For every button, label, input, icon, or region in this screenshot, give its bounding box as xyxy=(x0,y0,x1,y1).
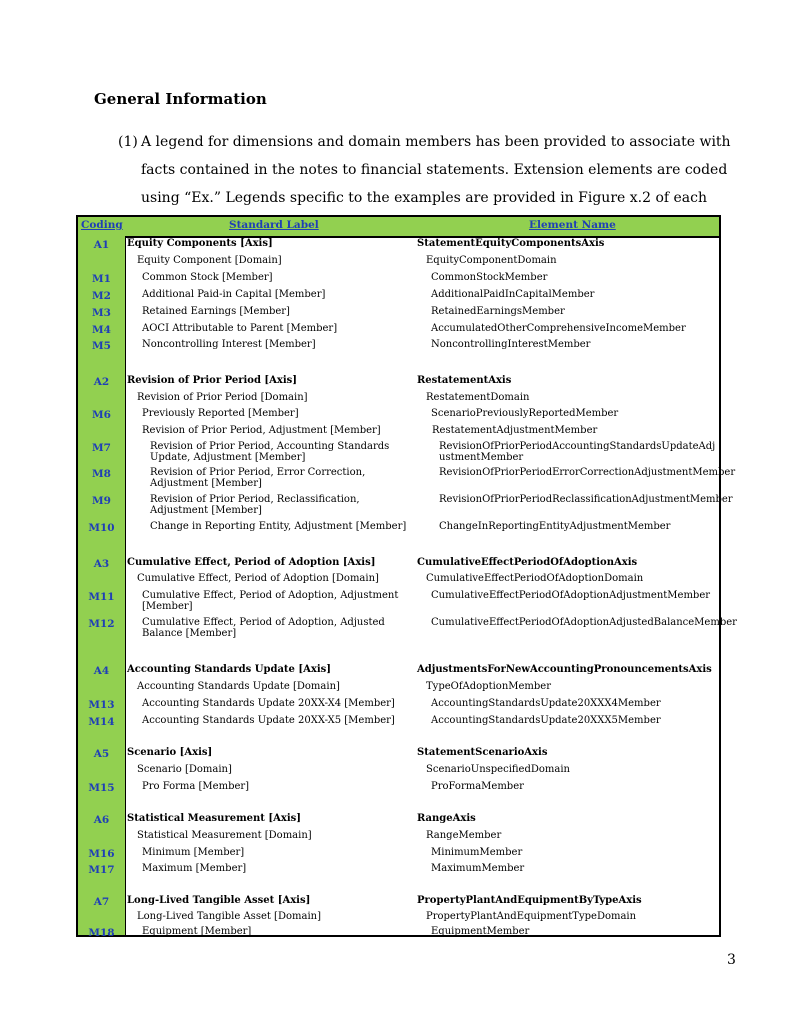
row-code: M13 xyxy=(88,699,115,711)
row-code: M6 xyxy=(92,409,111,421)
row-code: A1 xyxy=(93,239,110,251)
row-element-name: CommonStockMember xyxy=(431,272,548,283)
row-standard-label: Pro Forma [Member] xyxy=(142,781,250,792)
row-element-name: CumulativeEffectPeriodOfAdoptionAdjustedBalanceMember xyxy=(431,617,737,628)
row-standard-label: Scenario [Domain] xyxy=(137,764,232,775)
page-number: 3 xyxy=(727,952,736,968)
row-standard-label: Revision of Prior Period [Axis] xyxy=(127,375,298,386)
row-standard-label: Revision of Prior Period, Error Correction, Adjustment [Member] xyxy=(150,467,366,489)
row-standard-label: Maximum [Member] xyxy=(142,863,247,874)
row-element-name: StatementEquityComponentsAxis xyxy=(417,238,605,249)
row-standard-label: Statistical Measurement [Domain] xyxy=(137,830,312,841)
row-standard-label: Minimum [Member] xyxy=(142,847,245,858)
row-element-name: StatementScenarioAxis xyxy=(417,747,548,758)
row-code: A6 xyxy=(93,814,110,826)
row-element-name: RevisionOfPriorPeriodErrorCorrectionAdjustmentMember xyxy=(439,467,736,478)
row-element-name: PropertyPlantAndEquipmentTypeDomain xyxy=(426,911,637,922)
row-element-name: EquityComponentDomain xyxy=(426,255,557,266)
row-standard-label: Additional Paid-in Capital [Member] xyxy=(142,289,326,300)
row-standard-label: Retained Earnings [Member] xyxy=(142,306,290,317)
row-element-name: AccountingStandardsUpdate20XXX4Member xyxy=(431,698,661,709)
row-code: M10 xyxy=(88,522,115,534)
row-element-name: RangeMember xyxy=(426,830,502,841)
note-text: A legend for dimensions and domain members has been provided to associate with facts contained in the notes to financial statements. Extension elements are coded using “Ex.” Legends specific to the examples are provided in Figure x.2 of each xyxy=(141,134,731,206)
row-standard-label: Accounting Standards Update 20XX-X5 [Member] xyxy=(142,715,395,726)
row-code: M1 xyxy=(92,273,111,285)
row-code: M11 xyxy=(88,591,115,603)
row-element-name: RestatementAdjustmentMember xyxy=(432,425,598,436)
row-standard-label: Accounting Standards Update 20XX-X4 [Member] xyxy=(142,698,395,709)
row-element-name: RangeAxis xyxy=(417,813,476,824)
row-code: M17 xyxy=(88,864,115,876)
row-standard-label: Cumulative Effect, Period of Adoption [Domain] xyxy=(137,573,379,584)
section-heading: General Information xyxy=(94,90,267,108)
row-element-name: RevisionOfPriorPeriodAccountingStandardsUpdateAdjustmentMember xyxy=(439,441,716,463)
row-standard-label: Cumulative Effect, Period of Adoption, Adjusted Balance [Member] xyxy=(142,617,385,639)
row-code: A4 xyxy=(93,665,110,677)
row-code: M9 xyxy=(92,495,111,507)
row-element-name: CumulativeEffectPeriodOfAdoptionAdjustmentMember xyxy=(431,590,711,601)
row-element-name: TypeOfAdoptionMember xyxy=(426,681,551,692)
row-element-name: CumulativeEffectPeriodOfAdoptionAxis xyxy=(417,557,638,568)
row-standard-label: Previously Reported [Member] xyxy=(142,408,299,419)
row-standard-label: Common Stock [Member] xyxy=(142,272,273,283)
note-number: (1) xyxy=(118,134,138,150)
row-standard-label: Revision of Prior Period, Adjustment [Member] xyxy=(142,425,381,436)
row-element-name: MaximumMember xyxy=(431,863,525,874)
row-standard-label: AOCI Attributable to Parent [Member] xyxy=(142,323,338,334)
row-code: M8 xyxy=(92,468,111,480)
coding-header: Coding xyxy=(81,219,123,231)
row-element-name: ScenarioUnspecifiedDomain xyxy=(426,764,570,775)
row-standard-label: Revision of Prior Period, Accounting Standards Update, Adjustment [Member] xyxy=(150,441,390,463)
row-element-name: ChangeInReportingEntityAdjustmentMember xyxy=(439,521,671,532)
row-standard-label: Equipment [Member] xyxy=(142,926,252,937)
row-code: A3 xyxy=(93,558,110,570)
row-code: M15 xyxy=(88,782,115,794)
row-element-name: AccumulatedOtherComprehensiveIncomeMember xyxy=(431,323,686,334)
row-standard-label: Noncontrolling Interest [Member] xyxy=(142,339,316,350)
row-element-name: RestatementDomain xyxy=(426,392,530,403)
row-element-name: PropertyPlantAndEquipmentByTypeAxis xyxy=(417,895,642,906)
row-code: M18 xyxy=(88,927,115,939)
row-code: M5 xyxy=(92,340,111,352)
row-code: M4 xyxy=(92,324,111,336)
row-element-name: RetainedEarningsMember xyxy=(431,306,565,317)
row-standard-label: Equity Component [Domain] xyxy=(137,255,282,266)
row-element-name: RevisionOfPriorPeriodReclassificationAdjustmentMember xyxy=(439,494,733,505)
row-standard-label: Scenario [Axis] xyxy=(127,747,213,758)
legend-table xyxy=(76,215,737,939)
row-code: M2 xyxy=(92,290,111,302)
row-standard-label: Cumulative Effect, Period of Adoption, Adjustment [Member] xyxy=(142,590,399,612)
row-code: M7 xyxy=(92,442,111,454)
row-standard-label: Change in Reporting Entity, Adjustment [Member] xyxy=(150,521,407,532)
row-code: A2 xyxy=(93,376,110,388)
row-code: M12 xyxy=(88,618,115,630)
row-standard-label: Revision of Prior Period, Reclassification, Adjustment [Member] xyxy=(150,494,360,516)
row-element-name: AdditionalPaidInCapitalMember xyxy=(431,289,595,300)
row-standard-label: Cumulative Effect, Period of Adoption [Axis] xyxy=(127,557,376,568)
row-code: A7 xyxy=(93,896,110,908)
element-name-header: Element Name xyxy=(529,219,616,231)
row-element-name: AdjustmentsForNewAccountingPronouncementsAxis xyxy=(417,664,712,675)
row-element-name: MinimumMember xyxy=(431,847,523,858)
row-standard-label: Accounting Standards Update [Axis] xyxy=(127,664,332,675)
row-code: A5 xyxy=(93,748,110,760)
row-code: M3 xyxy=(92,307,111,319)
row-element-name: EquipmentMember xyxy=(431,926,530,937)
row-element-name: NoncontrollingInterestMember xyxy=(431,339,591,350)
row-code: M14 xyxy=(88,716,115,728)
row-element-name: ProFormaMember xyxy=(431,781,524,792)
row-standard-label: Long-Lived Tangible Asset [Domain] xyxy=(137,911,321,922)
legend-header-row xyxy=(78,217,719,238)
standard-label-header: Standard Label xyxy=(229,219,319,231)
row-standard-label: Statistical Measurement [Axis] xyxy=(127,813,302,824)
row-code: M16 xyxy=(88,848,115,860)
row-element-name: AccountingStandardsUpdate20XXX5Member xyxy=(431,715,661,726)
row-standard-label: Long-Lived Tangible Asset [Axis] xyxy=(127,895,311,906)
row-standard-label: Equity Components [Axis] xyxy=(127,238,273,249)
row-element-name: RestatementAxis xyxy=(417,375,512,386)
row-standard-label: Revision of Prior Period [Domain] xyxy=(137,392,308,403)
row-element-name: CumulativeEffectPeriodOfAdoptionDomain xyxy=(426,573,644,584)
row-standard-label: Accounting Standards Update [Domain] xyxy=(137,681,340,692)
row-element-name: ScenarioPreviouslyReportedMember xyxy=(431,408,619,419)
